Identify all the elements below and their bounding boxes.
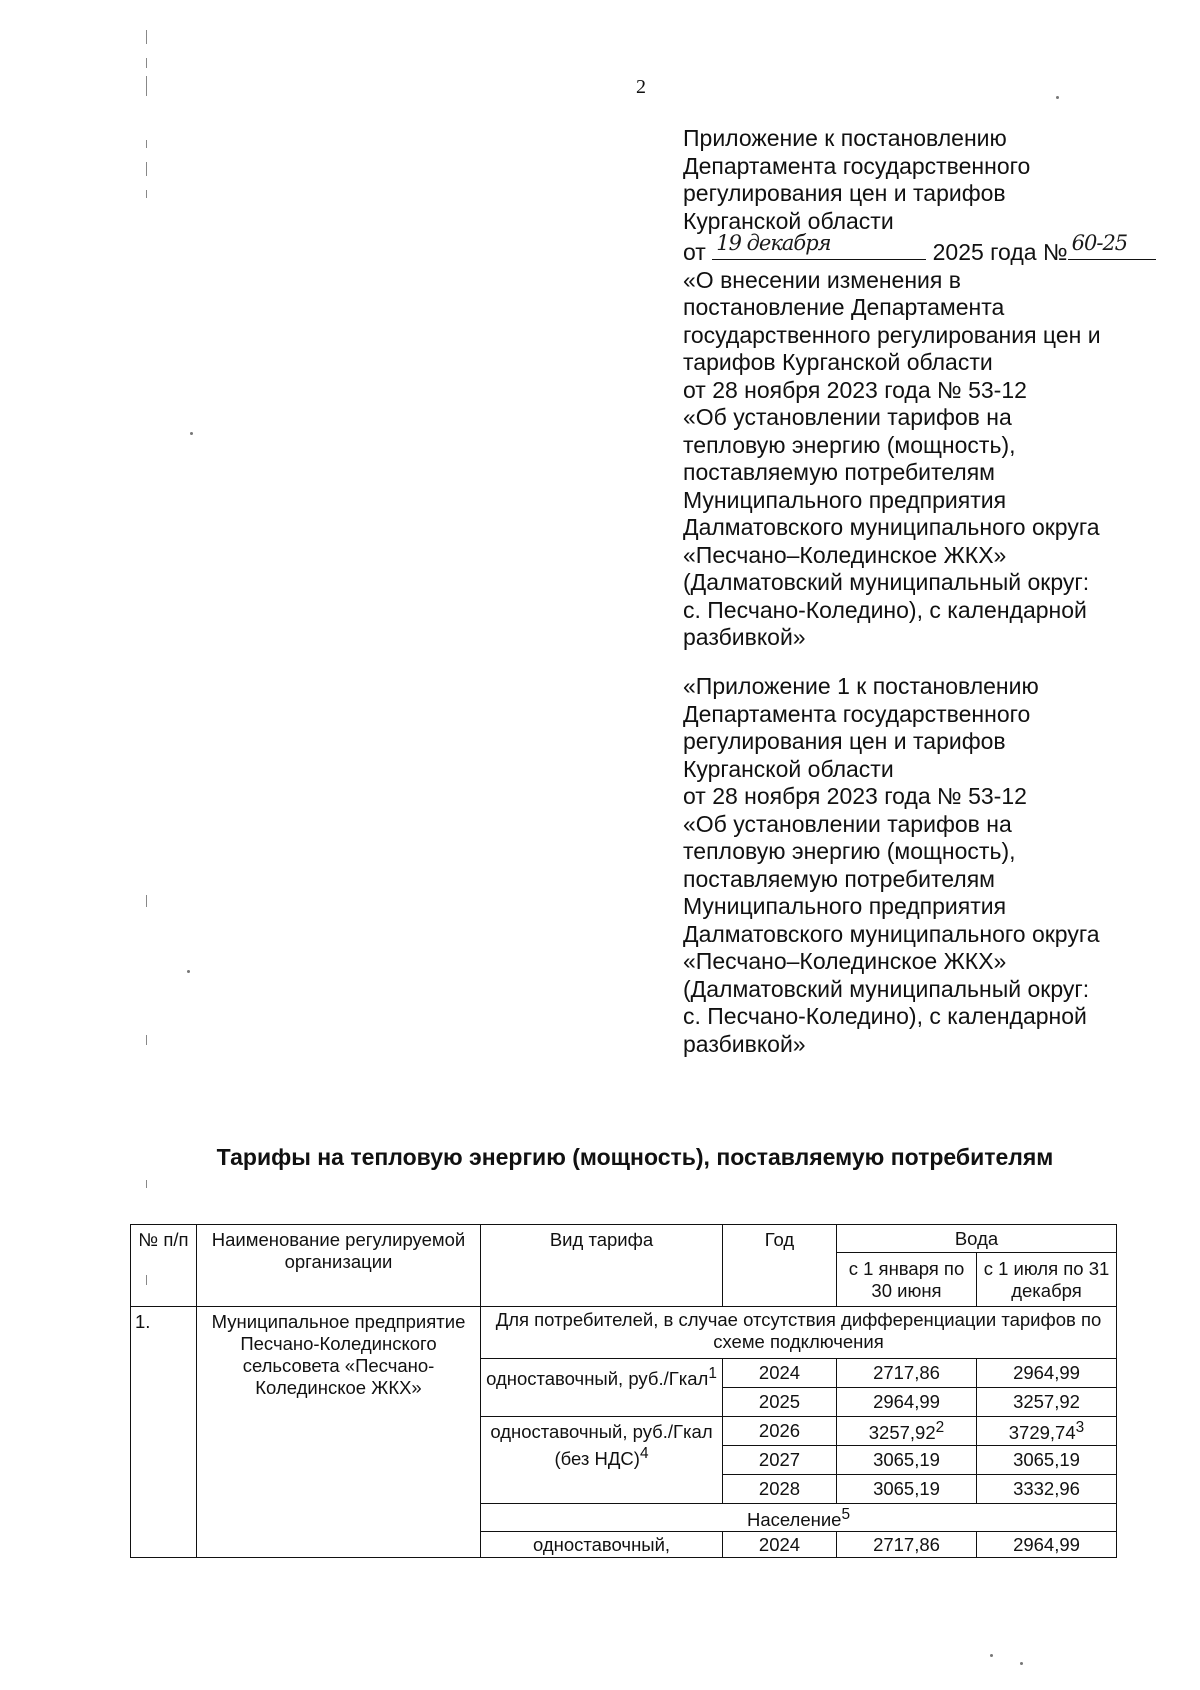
page-number: 2: [636, 76, 646, 98]
year-cell: 2024: [723, 1532, 837, 1558]
appendix-1-line: тепловую энергию (мощность),: [683, 838, 1016, 864]
appendix-header-line: государственного регулирования цен и: [683, 321, 1101, 348]
appendix-1-line: от 28 ноября 2023 года № 53-12: [683, 783, 1027, 809]
year-cell: 2027: [723, 1446, 837, 1475]
value-period-2: [977, 1417, 1117, 1446]
row-number: 1.: [131, 1307, 197, 1558]
value-period-2: 3257,92: [977, 1388, 1117, 1417]
appendix-1-line: регулирования цен и тарифов: [683, 728, 1006, 754]
appendix-1-line: «Песчано–Колединское ЖКХ»: [683, 948, 1007, 974]
appendix-1-line: поставляемую потребителям: [683, 865, 995, 892]
appendix-header-line: (Далматовский муниципальный округ:: [683, 569, 1090, 595]
value-period-2: 2964,99: [977, 1532, 1117, 1558]
appendix-1-reference: [683, 673, 1153, 1058]
year-cell: 2026: [723, 1417, 837, 1446]
appendix-header-line: поставляемую потребителям: [683, 459, 995, 485]
tariff-table: [130, 1224, 1117, 1558]
header-num: № п/п: [131, 1225, 197, 1307]
handwritten-number: 60-25: [1071, 230, 1128, 255]
appendix-header-line: Департамента государственного: [683, 152, 1031, 179]
tariff-type-a: [481, 1359, 723, 1417]
appendix-header-line: «О внесении изменения в: [683, 266, 961, 293]
header-period-2: с 1 июля по 31 декабря: [977, 1253, 1117, 1307]
date-line: [683, 230, 1153, 267]
appendix-header-line: тарифов Курганской области: [683, 349, 993, 375]
organization-name: Муниципальное предприятие Песчано-Колединского сельсовета «Песчано-Колединское ЖКХ»: [197, 1307, 481, 1558]
tariff-type-b: [481, 1417, 723, 1504]
scan-speck: [190, 432, 193, 435]
header-year: Год: [723, 1225, 837, 1307]
appendix-1-line: «Приложение 1 к постановлению: [683, 673, 1039, 699]
header-org: Наименование регулируемой организации: [197, 1225, 481, 1307]
appendix-header-line: разбивкой»: [683, 624, 806, 650]
value-period-1: 2964,99: [837, 1388, 977, 1417]
year-cell: 2028: [723, 1475, 837, 1504]
footnote-mark: 5: [841, 1506, 851, 1523]
appendix-1-line: (Далматовский муниципальный округ:: [683, 975, 1090, 1002]
appendix-header-line: Курганской области: [683, 207, 894, 234]
tariff-a-label: одноставочный, руб./Гкал: [486, 1368, 709, 1390]
appendix-1-line: Далматовского муниципального округа: [683, 920, 1100, 947]
group-label-consumers: Для потребителей, в случае отсутствия дифференциации тарифов по схеме подключения: [481, 1307, 1117, 1359]
footnote-mark: 1: [708, 1365, 717, 1382]
value-period-2: 3332,96: [977, 1475, 1117, 1504]
tariff-b-label: одноставочный, руб./Гкал (без НДС): [490, 1421, 713, 1470]
appendix-header: [683, 125, 1153, 652]
handwritten-date-field: [712, 230, 926, 260]
appendix-header-line: «Песчано–Колединское ЖКХ»: [683, 541, 1007, 568]
appendix-1-line: Департамента государственного: [683, 700, 1031, 727]
footnote-mark: 4: [639, 1445, 649, 1462]
header-period-1: с 1 января по 30 июня: [837, 1253, 977, 1307]
appendix-header-line: Далматовского муниципального округа: [683, 514, 1100, 540]
scan-speck: [187, 970, 190, 973]
scan-speck: [1056, 96, 1059, 99]
date-prefix: от: [683, 239, 706, 265]
value-text: 3257,92: [868, 1422, 936, 1444]
year-cell: 2025: [723, 1388, 837, 1417]
tariff-type-c: одноставочный,: [481, 1532, 723, 1558]
appendix-header-line: регулирования цен и тарифов: [683, 180, 1006, 206]
appendix-1-line: разбивкой»: [683, 1030, 806, 1057]
header-tariff-type: Вид тарифа: [481, 1225, 723, 1307]
date-year: 2025 года №: [932, 239, 1068, 265]
group-label-population: [481, 1504, 1117, 1532]
value-text: 3729,74: [1008, 1422, 1076, 1444]
handwritten-number-field: [1068, 230, 1156, 260]
value-period-1: [837, 1417, 977, 1446]
value-period-1: 3065,19: [837, 1446, 977, 1475]
appendix-1-line: с. Песчано-Коледино), с календарной: [683, 1003, 1087, 1029]
appendix-header-line: от 28 ноября 2023 года № 53-12: [683, 376, 1027, 403]
appendix-header-line: Муниципального предприятия: [683, 486, 1007, 513]
scan-speck: [1020, 1662, 1023, 1665]
appendix-1-line: Муниципального предприятия: [683, 893, 1007, 919]
footnote-mark: 2: [935, 1419, 945, 1437]
appendix-1-line: «Об установлении тарифов на: [683, 810, 1012, 837]
footnote-mark: 3: [1075, 1419, 1085, 1437]
appendix-header-line: «Об установлении тарифов на: [683, 404, 1012, 430]
margin-scan-marks: [146, 30, 156, 1330]
handwritten-date: 19 декабря: [716, 230, 831, 255]
value-period-2: 2964,99: [977, 1359, 1117, 1388]
year-cell: 2024: [723, 1359, 837, 1388]
scan-speck: [990, 1654, 993, 1657]
appendix-1-line: Курганской области: [683, 755, 894, 782]
appendix-header-line: с. Песчано-Коледино), с календарной: [683, 596, 1087, 623]
value-period-1: 2717,86: [837, 1359, 977, 1388]
value-period-1: 2717,86: [837, 1532, 977, 1558]
header-water: Вода: [837, 1225, 1117, 1253]
table-title: Тарифы на тепловую энергию (мощность), поставляемую потребителям: [216, 1144, 1054, 1170]
appendix-header-line: Приложение к постановлению: [683, 125, 1007, 151]
appendix-header-line: постановление Департамента: [683, 294, 1005, 320]
value-period-1: 3065,19: [837, 1475, 977, 1504]
appendix-header-line: тепловую энергию (мощность),: [683, 431, 1016, 458]
value-period-2: 3065,19: [977, 1446, 1117, 1475]
population-label: Население: [746, 1509, 842, 1531]
